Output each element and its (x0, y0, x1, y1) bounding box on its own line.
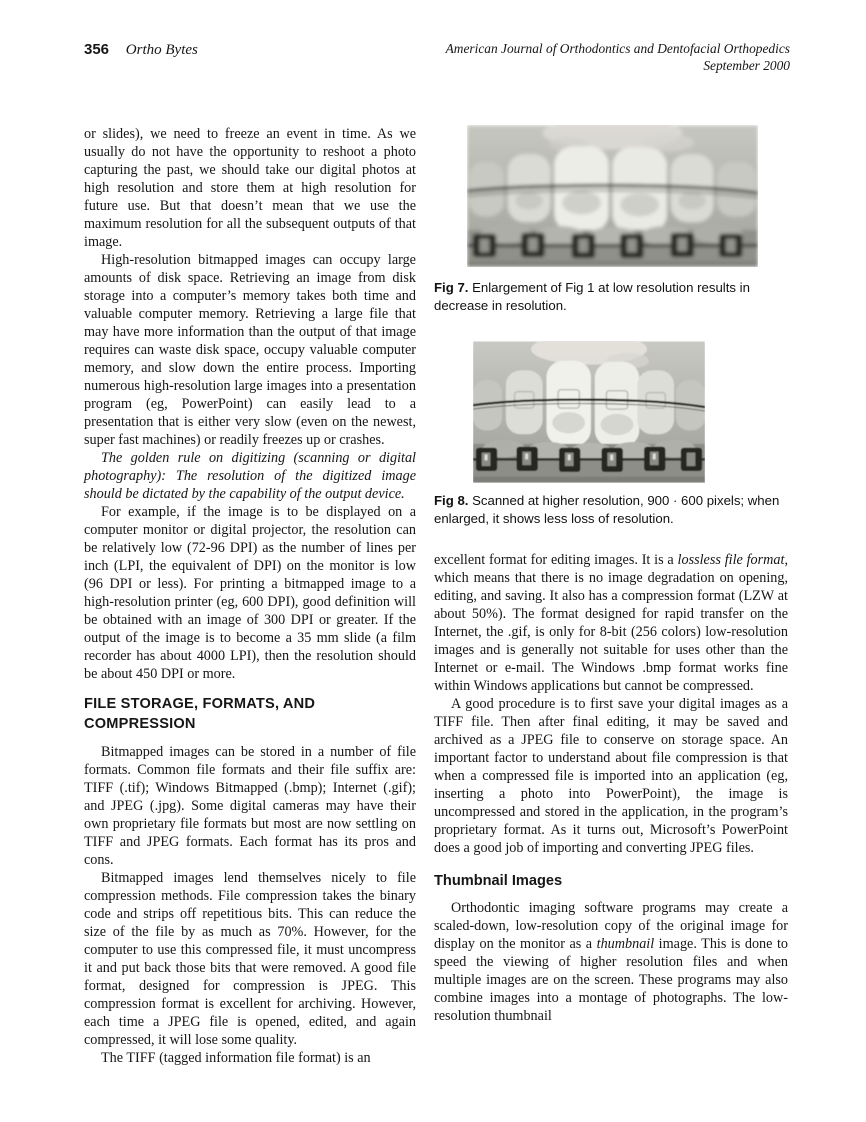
fig7-caption (434, 279, 788, 314)
text-run: excellent format for editing images. It is a (434, 552, 678, 568)
text-run: For example, if the image is to be displayed on a computer monitor or digital projector, the resolution can be relatively low (72-96 DPI) as the number of lines per inch (LPI, the equivalent of DPI) on the monitor is low (96 DPI or less). For printing a bitmapped image to a high-resolution printer (eg, 600 DPI), good definition will be obtained with an image of 300 DPI or greater. If the output of the image is to become a 35 mm slide (a film recorder has about 4000 LPI), then the resolution should be about 450 DPI or more. (84, 504, 416, 682)
text-run: lossless file format (677, 552, 785, 568)
paragraph (84, 869, 416, 1049)
paragraph (84, 503, 416, 683)
text-run: Enlargement of Fig 1 at low resolution results in decrease in resolution. (434, 280, 750, 313)
paragraph (84, 125, 416, 251)
page-number: 356 (84, 41, 110, 58)
section-heading: FILE STORAGE, FORMATS, AND COMPRESSION (84, 696, 316, 732)
text-run: Orthodontic imaging software programs may create a scaled-down, low-resolution copy of the original image for display on the monitor as a (434, 900, 788, 952)
text-run: thumbnail (596, 936, 655, 952)
paragraph (434, 899, 788, 1025)
paragraph (84, 1049, 416, 1067)
page-header (84, 41, 790, 74)
text-run: High-resolution bitmapped images can occupy large amounts of disk space. Retrieving an image from disk storage into a computer’s memory takes both time and valuable computer memory. Retrieving a large file that may have more information than the output of that image requires can waste disk space, occupy valuable computer memory, and slow down the entire process. Importing numerous high-resolution large images into a presentation program (eg, PowerPoint) can easily lead to a presentation that is either very slow (even on the newest, super fast machines) or readily freezes up or crashes. (84, 252, 416, 448)
text-run: or slides), we need to freeze an event in time. As we usually do not have the opportunity to reshoot a photo capturing the past, we should take our digital photos at high resolution and store them at high resolution for future use. But that doesn’t mean that we use the maximum resolution for all the subsequent outputs of that image. (84, 126, 416, 250)
running-head-left (84, 41, 198, 59)
text-run: , which means that there is no image degradation on opening, editing, and saving. It also has a compression format (LZW at about 50%). The format designed for rapid transfer on the Internet, the .gif, is only for 8-bit (256 colors) low-resolution images and is generally not suitable for uses other than the Internet or e-mail. The Windows .bmp format works fine within Windows applications but cannot be compressed. (434, 552, 788, 694)
sub-section-heading: Thumbnail Images (434, 873, 563, 889)
left-column (84, 125, 416, 1067)
text-run: A good procedure is to first save your digital images as a TIFF file. Then after final editing, it may be saved and archived as a JPEG file to conserve on storage space. An important factor to understand about file compression is that when a compressed file is imported into an application (eg, inserting a photo into PowerPoint), the image is uncompressed and stored in the application, in the program’s proprietary format. As it turns out, Microsoft’s PowerPoint does a good job of importing and converting JPEG files. (434, 696, 788, 856)
issue-date: September 2000 (703, 57, 790, 73)
text-run: The golden rule on digitizing (scanning or digital photography): The resolution of the digitized image should be dictated by the capability of the output device. (84, 450, 416, 502)
text-run: Bitmapped images can be stored in a number of file formats. Common file formats and their file suffix are: TIFF (.tif); Windows Bitmapped (.bmp); Internet (.gif); and JPEG (.jpg). Some digital cameras may have their own proprietary file formats but most are now settling on TIFF and JPEG formats. Each format has its pros and cons. (84, 744, 416, 868)
fig8-photo-teeth-braces (473, 341, 705, 483)
figure-8 (434, 341, 788, 527)
running-head-section: Ortho Bytes (125, 42, 198, 58)
right-column-text (434, 551, 788, 1025)
fig8-caption (434, 492, 788, 527)
text-run: image. This is done to speed the viewing of higher resolution files and when multiple images are on the screen. These programs may also combine images into a montage of photographs. The low-resolution thumbnail (434, 936, 788, 1024)
running-head-right (446, 41, 790, 74)
right-column (434, 125, 788, 1025)
paragraph (84, 449, 416, 503)
paragraph (84, 743, 416, 869)
paragraph (434, 695, 788, 857)
text-run: The TIFF (tagged information file format) is an (101, 1050, 371, 1066)
text-run: Scanned at higher resolution, 900 · 600 pixels; when enlarged, it shows less loss of resolution. (434, 493, 780, 526)
text-run: Fig 7. (434, 280, 469, 295)
text-run: Fig 8. (434, 493, 469, 508)
journal-name: American Journal of Orthodontics and Dentofacial Orthopedics (445, 41, 790, 56)
figure-7 (434, 125, 788, 314)
fig7-photo-teeth-braces (467, 125, 758, 267)
text-run: Bitmapped images lend themselves nicely to file compression methods. File compression takes the binary code and strips off repetitious bits. This can reduce the size of the file by as much as 70%. However, for the computer to use this compressed file, it must uncompress it and put back those bits that were removed. A good file format, designed for compression is JPEG. This compression format is excellent for archiving. However, each time a JPEG file is opened, edited, and again compressed, it will lose some quality. (84, 870, 416, 1048)
paragraph (84, 251, 416, 449)
paragraph (434, 551, 788, 695)
